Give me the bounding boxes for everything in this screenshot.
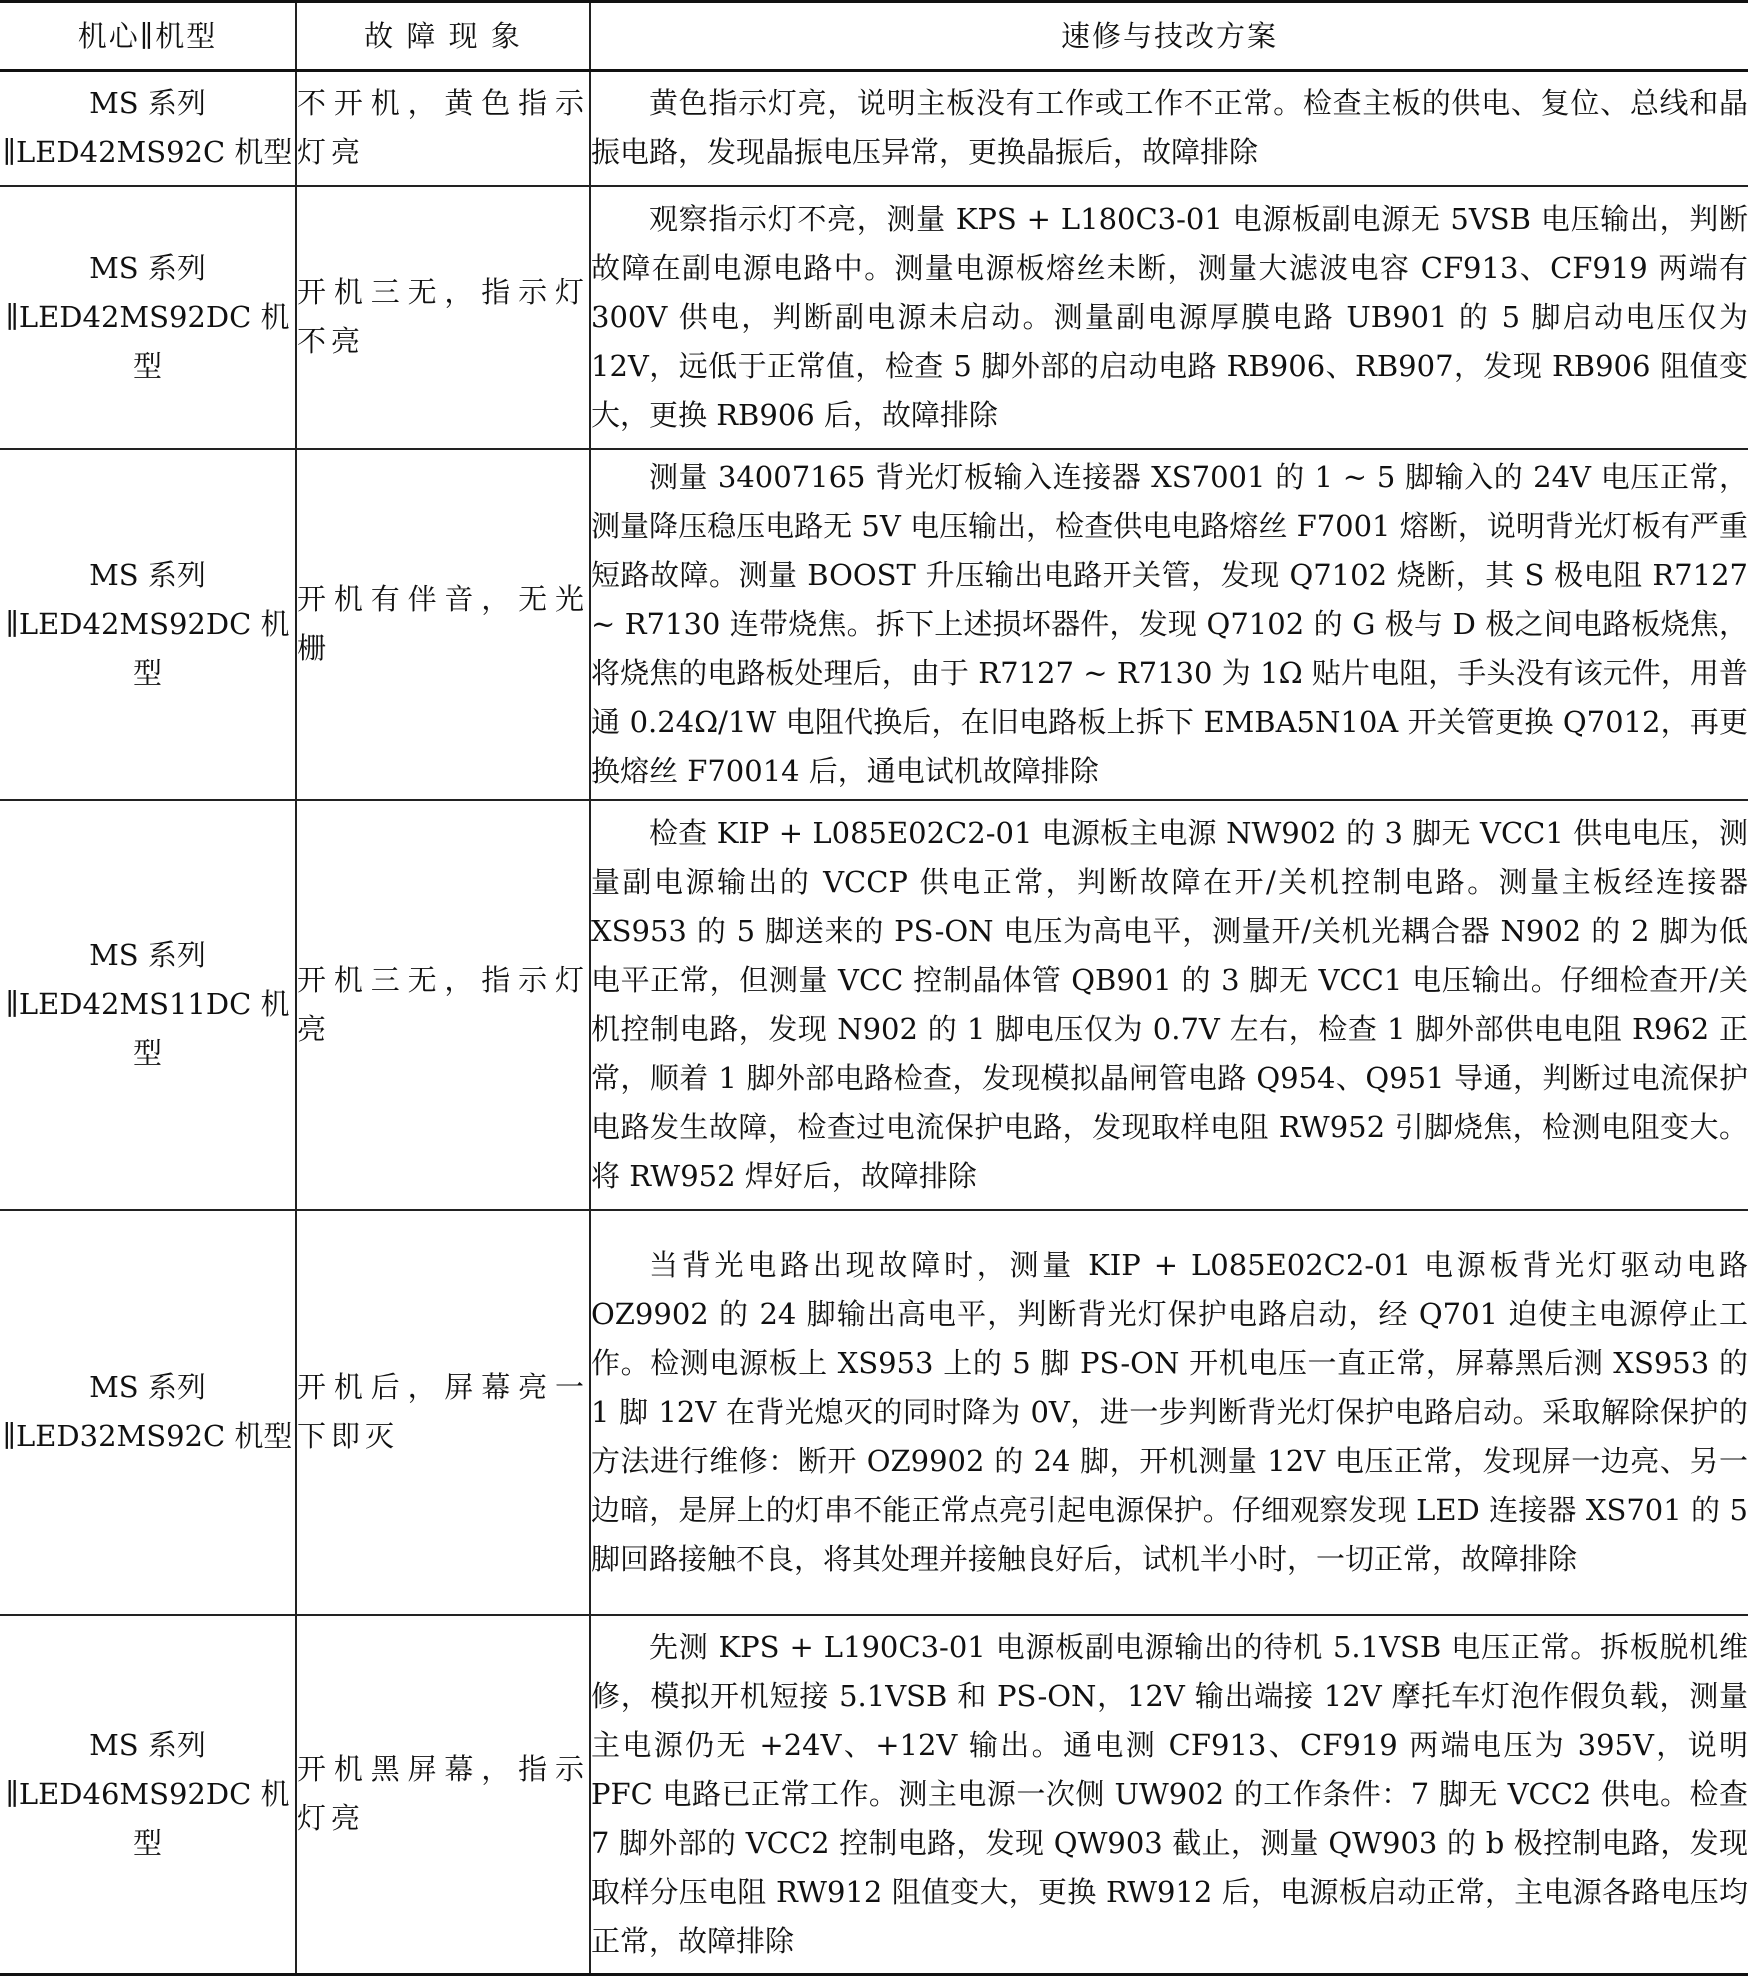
symptom-cell: 不开机，黄色指示灯亮 bbox=[296, 71, 590, 186]
symptom-cell: 开机黑屏幕，指示灯亮 bbox=[296, 1615, 590, 1975]
solution-text: 观察指示灯不亮，测量 KPS + L180C3-01 电源板副电源无 5VSB 电压输出，判断故障在副电源电路中。测量电源板熔丝未断，测量大滤波电容 CF913、CF919 两端有 300V 供电，判断副电源未启动。测量副电源厚膜电路 UB901 的 5 脚启动电压仅为 12V，远低于正常值，检查 5 脚外部的启动电路 RB906、RB907，发现 RB906 阻值变大，更换 RB906 后，故障排除 bbox=[591, 201, 1748, 432]
table-row bbox=[0, 449, 1748, 800]
table-row bbox=[0, 800, 1748, 1210]
solution-cell bbox=[590, 449, 1748, 800]
solution-cell bbox=[590, 800, 1748, 1210]
symptom-cell: 开机三无，指示灯亮 bbox=[296, 800, 590, 1210]
model-cell: MS 系列∥LED32MS92C 机型 bbox=[0, 1210, 296, 1615]
model-cell: MS 系列∥LED42MS11DC 机型 bbox=[0, 800, 296, 1210]
symptom-cell: 开机后，屏幕亮一下即灭 bbox=[296, 1210, 590, 1615]
solution-cell bbox=[590, 186, 1748, 449]
symptom-cell: 开机三无，指示灯不亮 bbox=[296, 186, 590, 449]
solution-cell bbox=[590, 1615, 1748, 1975]
solution-text: 当背光电路出现故障时，测量 KIP + L085E02C2-01 电源板背光灯驱动电路 OZ9902 的 24 脚输出高电平，判断背光灯保护电路启动，经 Q701 迫使主电源停止工作。检测电源板上 XS953 上的 5 脚 PS-ON 开机电压一直正常，屏幕黑后测 XS953 的 1 脚 12V 在背光熄灭的同时降为 0V，进一步判断背光灯保护电路启动。采取解除保护的方法进行维修：断开 OZ9902 的 24 脚，开机测量 12V 电压正常，发现屏一边亮、另一边暗，是屏上的灯串不能正常点亮引起电源保护。仔细观察发现 LED 连接器 XS701 的 5 脚回路接触不良，将其处理并接触良好后，试机半小时，一切正常，故障排除 bbox=[591, 1247, 1748, 1576]
symptom-cell: 开机有伴音，无光栅 bbox=[296, 449, 590, 800]
solution-cell bbox=[590, 71, 1748, 186]
solution-text: 先测 KPS + L190C3-01 电源板副电源输出的待机 5.1VSB 电压正常。拆板脱机维修，模拟开机短接 5.1VSB 和 PS-ON，12V 输出端接 12V 摩托车灯泡作假负载，测量主电源仍无 +24V、+12V 输出。通电测 CF913、CF919 两端电压为 395V，说明 PFC 电路已正常工作。测主电源一次侧 UW902 的工作条件：7 脚无 VCC2 供电。检查 7 脚外部的 VCC2 控制电路，发现 QW903 截止，测量 QW903 的 b 极控制电路，发现取样分压电阻 RW912 阻值变大，更换 RW912 后，电源板启动正常，主电源各路电压均正常，故障排除 bbox=[591, 1629, 1748, 1958]
model-cell: MS 系列∥LED46MS92DC 机型 bbox=[0, 1615, 296, 1975]
table-row bbox=[0, 71, 1748, 186]
table-row bbox=[0, 186, 1748, 449]
table-row bbox=[0, 1615, 1748, 1975]
solution-cell bbox=[590, 1210, 1748, 1615]
header-symptom: 故 障 现 象 bbox=[296, 2, 590, 71]
header-model: 机心∥机型 bbox=[0, 2, 296, 71]
table-row bbox=[0, 1210, 1748, 1615]
solution-text: 测量 34007165 背光灯板输入连接器 XS7001 的 1 ~ 5 脚输入的 24V 电压正常，测量降压稳压电路无 5V 电压输出，检查供电电路熔丝 F7001 熔断，说明背光灯板有严重短路故障。测量 BOOST 升压输出电路开关管，发现 Q7102 烧断，其 S 极电阻 R7127 ~ R7130 连带烧焦。拆下上述损坏器件，发现 Q7102 的 G 极与 D 极之间电路板烧焦，将烧焦的电路板处理后，由于 R7127 ~ R7130 为 1Ω 贴片电阻，手头没有该元件，用普通 0.24Ω/1W 电阻代换后，在旧电路板上拆下 EMBA5N10A 开关管更换 Q7012，再更换熔丝 F70014 后，通电试机故障排除 bbox=[591, 459, 1748, 788]
solution-text: 检查 KIP + L085E02C2-01 电源板主电源 NW902 的 3 脚无 VCC1 供电电压，测量副电源输出的 VCCP 供电正常，判断故障在开/关机控制电路。测量主板经连接器 XS953 的 5 脚送来的 PS-ON 电压为高电平，测量开/关机光耦合器 N902 的 2 脚为低电平正常，但测量 VCC 控制晶体管 QB901 的 3 脚无 VCC1 电压输出。仔细检查开/关机控制电路，发现 N902 的 1 脚电压仅为 0.7V 左右，检查 1 脚外部供电电阻 R962 正常，顺着 1 脚外部电路检查，发现模拟晶闸管电路 Q954、Q951 导通，判断过电流保护电路发生故障，检查过电流保护电路，发现取样电阻 RW952 引脚烧焦，检测电阻变大。将 RW952 焊好后，故障排除 bbox=[591, 815, 1748, 1193]
model-cell: MS 系列∥LED42MS92C 机型 bbox=[0, 71, 296, 186]
table-header-row bbox=[0, 2, 1748, 71]
header-solution: 速修与技改方案 bbox=[590, 2, 1748, 71]
solution-text: 黄色指示灯亮，说明主板没有工作或工作不正常。检查主板的供电、复位、总线和晶振电路，发现晶振电压异常，更换晶振后，故障排除 bbox=[591, 86, 1748, 170]
model-cell: MS 系列∥LED42MS92DC 机型 bbox=[0, 449, 296, 800]
model-cell: MS 系列∥LED42MS92DC 机型 bbox=[0, 186, 296, 449]
